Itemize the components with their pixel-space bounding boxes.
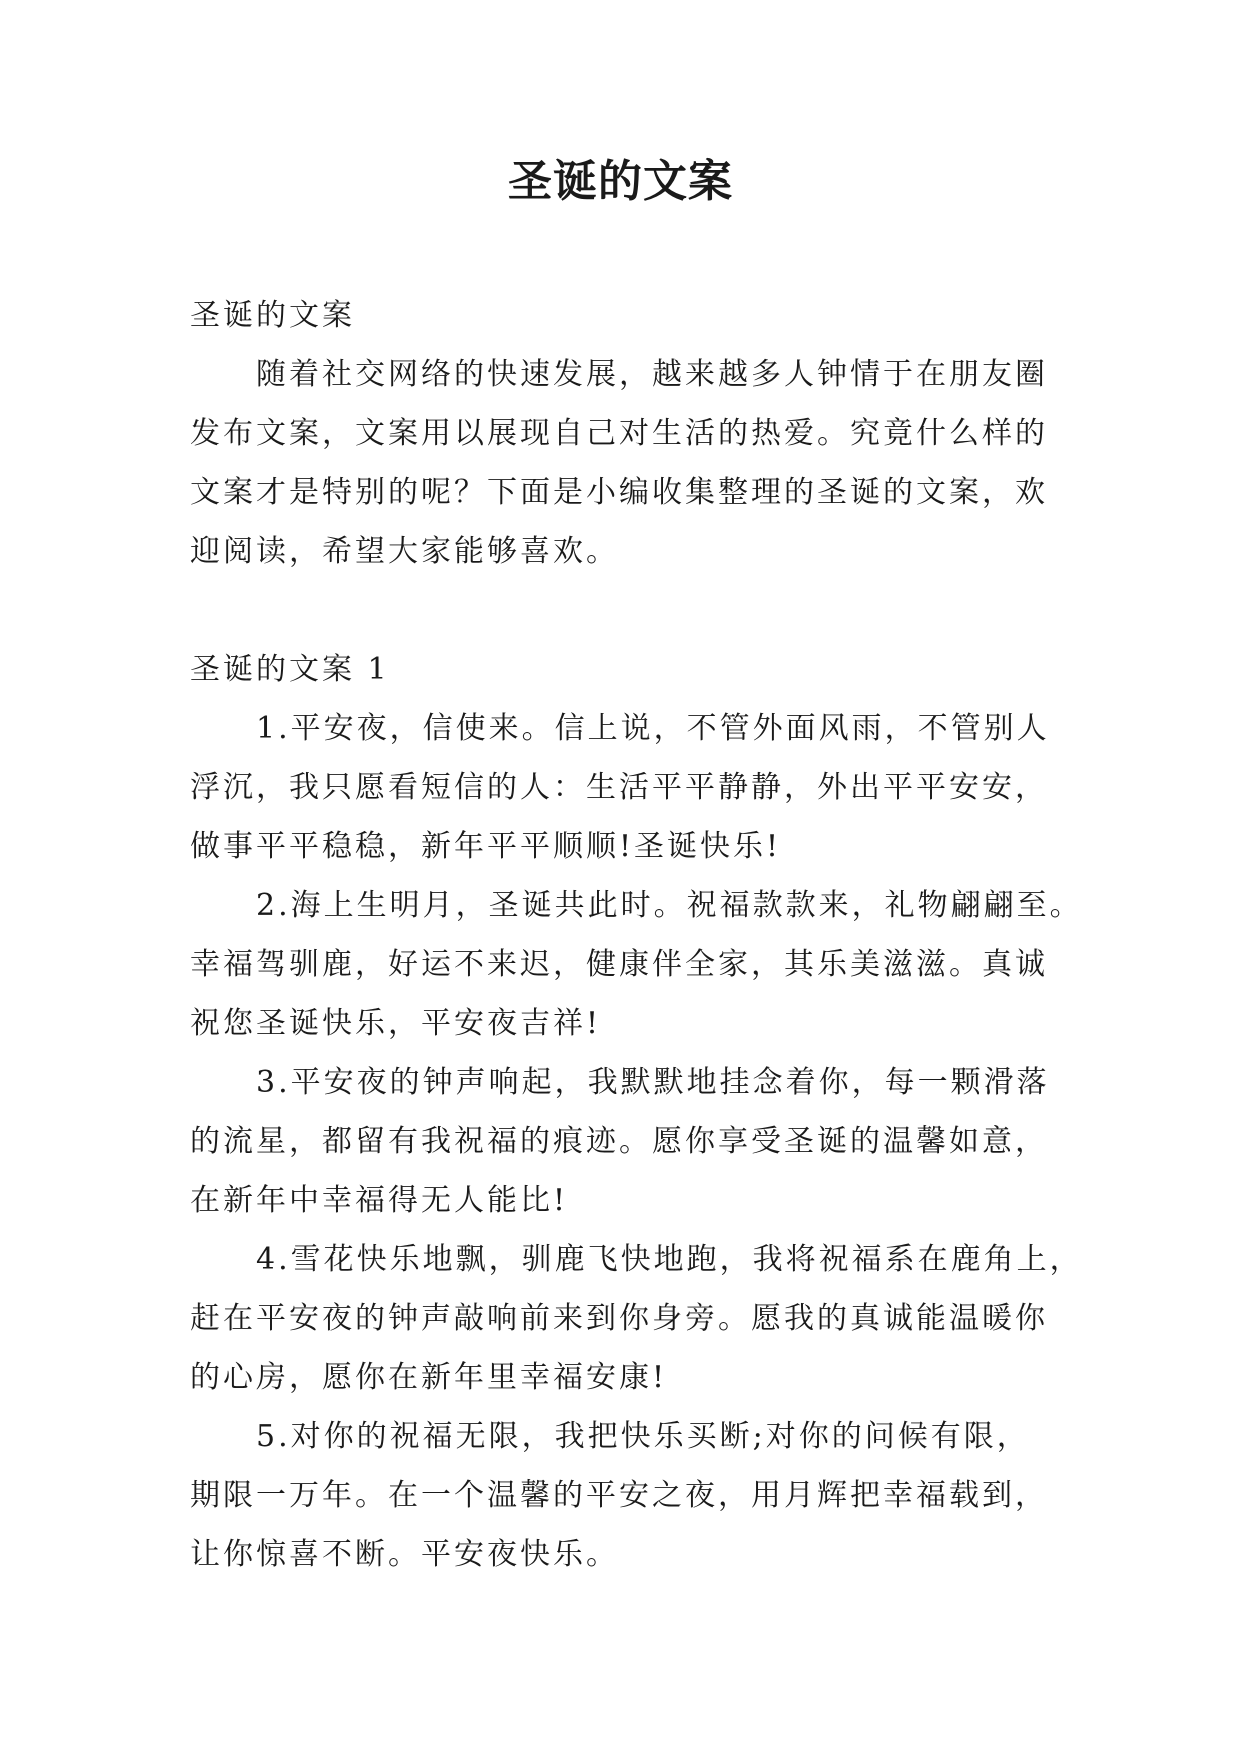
list-item-1 (190, 699, 1050, 876)
intro-line: 文案才是特别的呢？下面是小编收集整理的圣诞的文案，欢 (190, 475, 1048, 510)
document-body (190, 286, 1083, 1584)
intro-line: 发布文案，文案用以展现自己对生活的热爱。究竟什么样的 (190, 416, 1048, 451)
item-line: 让你惊喜不断。平安夜快乐。 (190, 1537, 619, 1572)
item-line: 在新年中幸福得无人能比! (190, 1183, 569, 1218)
intro-paragraph (190, 345, 1050, 581)
list-item-4 (190, 1230, 1083, 1407)
paragraph-spacer (190, 581, 1050, 640)
item-line: 浮沉，我只愿看短信的人：生活平平静静，外出平平安安， (190, 770, 1048, 805)
item-line: 祝您圣诞快乐，平安夜吉祥! (190, 1006, 602, 1041)
item-line: 1.平安夜，信使来。信上说，不管外面风雨，不管别人 (256, 711, 1050, 746)
document-title: 圣诞的文案 (508, 156, 733, 207)
item-line: 赶在平安夜的钟声敲响前来到你身旁。愿我的真诚能温暖你 (190, 1301, 1048, 1336)
section-heading: 圣诞的文案 1 (190, 652, 390, 687)
item-line: 3.平安夜的钟声响起，我默默地挂念着你，每一颗滑落 (256, 1065, 1050, 1100)
item-line: 的流星，都留有我祝福的痕迹。愿你享受圣诞的温馨如意， (190, 1124, 1048, 1159)
intro-heading: 圣诞的文案 (190, 298, 355, 333)
item-line: 期限一万年。在一个温馨的平安之夜，用月辉把幸福载到， (190, 1478, 1048, 1513)
item-line: 幸福驾驯鹿，好运不来迟，健康伴全家，其乐美滋滋。真诚 (190, 947, 1048, 982)
item-line: 做事平平稳稳，新年平平顺顺!圣诞快乐! (190, 829, 782, 864)
intro-line: 迎阅读，希望大家能够喜欢。 (190, 534, 619, 569)
item-line: 2.海上生明月，圣诞共此时。祝福款款来，礼物翩翩至。 (256, 888, 1083, 923)
intro-line: 随着社交网络的快速发展，越来越多人钟情于在朋友圈 (256, 357, 1048, 392)
list-item-5 (190, 1407, 1050, 1584)
item-line: 的心房，愿你在新年里幸福安康! (190, 1360, 668, 1395)
list-item-2 (190, 876, 1083, 1053)
item-line: 4.雪花快乐地飘，驯鹿飞快地跑，我将祝福系在鹿角上， (256, 1242, 1083, 1277)
list-item-3 (190, 1053, 1050, 1230)
item-line: 5.对你的祝福无限，我把快乐买断;对你的问候有限， (256, 1419, 1030, 1454)
